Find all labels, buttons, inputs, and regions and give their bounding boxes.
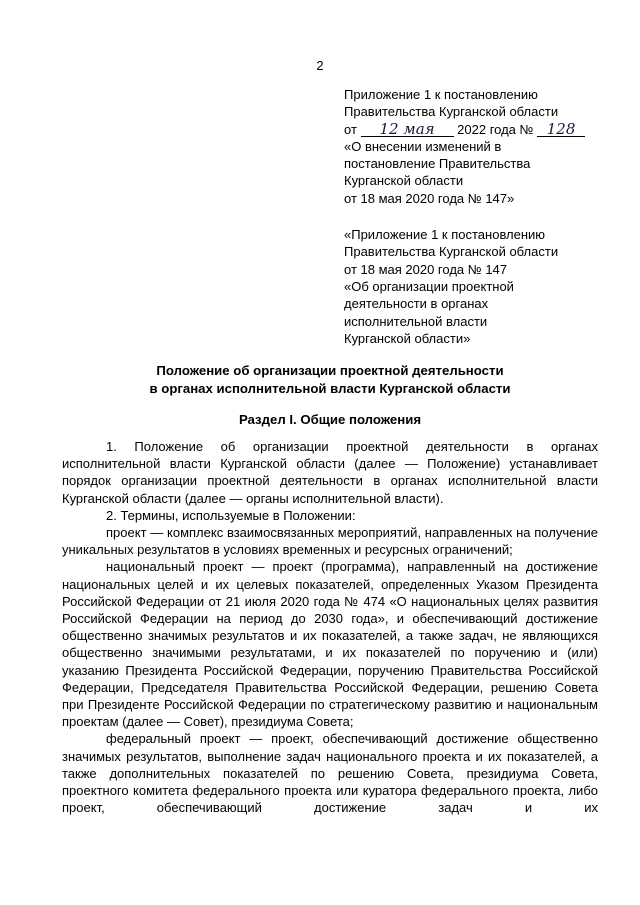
paragraph: национальный проект — проект (программа), направленный на достижение национальных целей и их целевых показателей, определенных Указом Президента Российской Федерации от 21 июля 2020 года № 474 «О национальных целях развития Российской Федерации на период до 2030 года», и обеспечивающий достижение общественно значимых результатов и их показателей, а также задач, не являющихся общественно значимыми результатами, и их показателей по поручению и (или) указанию Президента Российской Федерации, поручению Правительства Российской Федерации, Председателя Правительства Российской Федерации, решению Совета при Президенте Российской Федерации по стратегическому развитию и национальным проектам (далее — Совет), президиума Совета; <box>62 559 598 730</box>
date-prefix: от <box>344 121 357 137</box>
appendix-line: деятельности в органах <box>344 296 489 312</box>
paragraph: 1. Положение об организации проектной деятельности в органах исполнительной власти Курганской области (далее — Положение) устанавливает порядок организации проектной деятельности в органах исполнительной власти Курганской области (далее — органы исполнительной власти). <box>62 439 598 506</box>
appendix-line: постановление Правительства <box>344 156 531 172</box>
document-title <box>60 362 600 397</box>
appendix-header <box>344 86 634 347</box>
appendix-line: «О внесении изменений в <box>344 138 502 154</box>
page-number: 2 <box>316 58 324 73</box>
section-heading: Раздел I. Общие положения <box>238 412 422 427</box>
paragraph: федеральный проект — проект, обеспечивающий достижение общественно значимых результатов, выполнение задач национального проекта и их показателей, а также дополнительных показателей по решению Совета, президиума Совета, проектного комитета федерального проекта или куратора федерального проекта, либо проект, обеспечивающий достижение задач и их <box>62 731 598 816</box>
appendix-line: Курганской области» <box>344 330 471 346</box>
document-body <box>62 438 598 816</box>
paragraph: 2. Термины, используемые в Положении: <box>106 507 356 523</box>
title-line: Положение об организации проектной деятельности <box>156 363 504 378</box>
title-line: в органах исполнительной власти Курганской области <box>149 380 511 396</box>
handwritten-date: 12 мая <box>361 123 454 137</box>
appendix-date-line <box>344 121 634 138</box>
appendix-line: «Приложение 1 к постановлению <box>344 227 546 243</box>
appendix-line: Курганской области <box>344 173 464 189</box>
date-year: 2022 года № <box>457 121 534 137</box>
appendix-line: Правительства Курганской области <box>344 104 559 120</box>
appendix-line: от 18 мая 2020 года № 147» <box>344 190 515 206</box>
handwritten-number: 128 <box>537 123 585 137</box>
appendix-line: Приложение 1 к постановлению <box>344 87 538 102</box>
appendix-line: исполнительной власти <box>344 313 488 329</box>
appendix-line: Правительства Курганской области <box>344 244 559 260</box>
appendix-line: от 18 мая 2020 года № 147 <box>344 261 508 277</box>
appendix-line: «Об организации проектной <box>344 278 514 294</box>
paragraph: проект — комплекс взаимосвязанных мероприятий, направленных на получение уникальных результатов в условиях временных и ресурсных ограничений; <box>62 525 598 558</box>
